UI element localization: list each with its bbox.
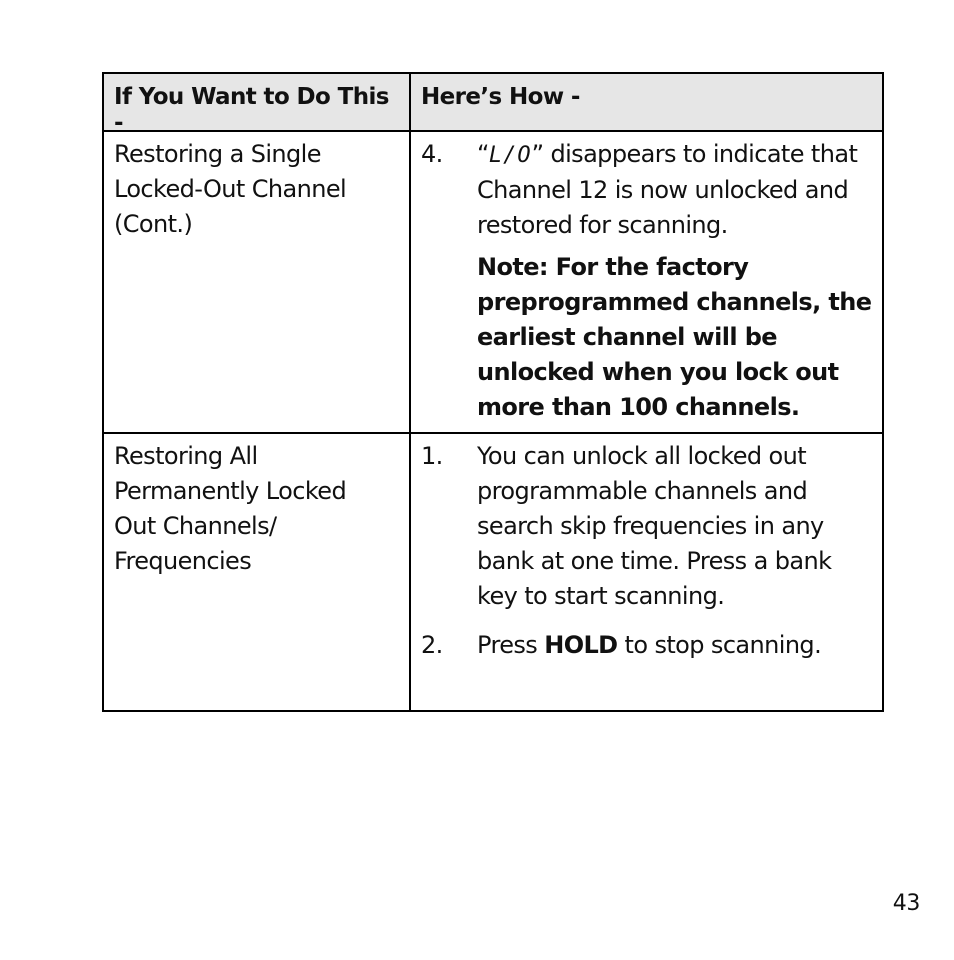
step-prefix: Press	[477, 631, 545, 659]
task-line: Restoring All	[114, 442, 258, 470]
note-text: Note: For the factory preprogrammed channels, the earliest channel will be unlocked when you lock out more than 100 channels.	[477, 253, 872, 421]
table-header-row	[104, 74, 882, 136]
instruction-table	[102, 72, 884, 712]
task-line: (Cont.)	[114, 210, 193, 238]
task-line: Restoring a Single	[114, 140, 321, 168]
header-col-task: If You Want to Do This -	[104, 74, 411, 130]
step-text: You can unlock all locked out programmable channels and search skip frequencies in any bank at one time. Press a bank key to start scanning.	[477, 442, 832, 610]
header-col-how: Here’s How -	[421, 84, 580, 110]
task-line: Out Channels/	[114, 512, 277, 540]
task-line: Permanently Locked	[114, 477, 347, 505]
step-text	[477, 628, 872, 663]
step-item	[421, 137, 872, 243]
table-row	[104, 132, 882, 434]
step-number: 1.	[421, 442, 443, 470]
how-cell	[411, 434, 882, 710]
step-number: 2.	[421, 631, 443, 659]
task-line: Locked-Out Channel	[114, 175, 347, 203]
task-cell	[104, 132, 411, 432]
step-number: 4.	[421, 140, 443, 168]
quote-close: ”	[531, 140, 544, 168]
lcd-lockout-indicator: L/O	[488, 143, 532, 168]
step-item	[421, 628, 872, 663]
step-description: disappears to indicate that Channel 12 is now unlocked and restored for scanning.	[477, 140, 858, 239]
step-text	[477, 137, 872, 243]
how-cell	[411, 132, 882, 432]
hold-key-label: HOLD	[544, 631, 618, 659]
page-number: 43	[892, 891, 920, 916]
task-cell	[104, 434, 411, 710]
task-line: Frequencies	[114, 547, 252, 575]
step-item	[421, 439, 872, 614]
table-row	[104, 434, 882, 710]
quote-open: “	[477, 140, 489, 168]
step-suffix: to stop scanning.	[617, 631, 822, 659]
